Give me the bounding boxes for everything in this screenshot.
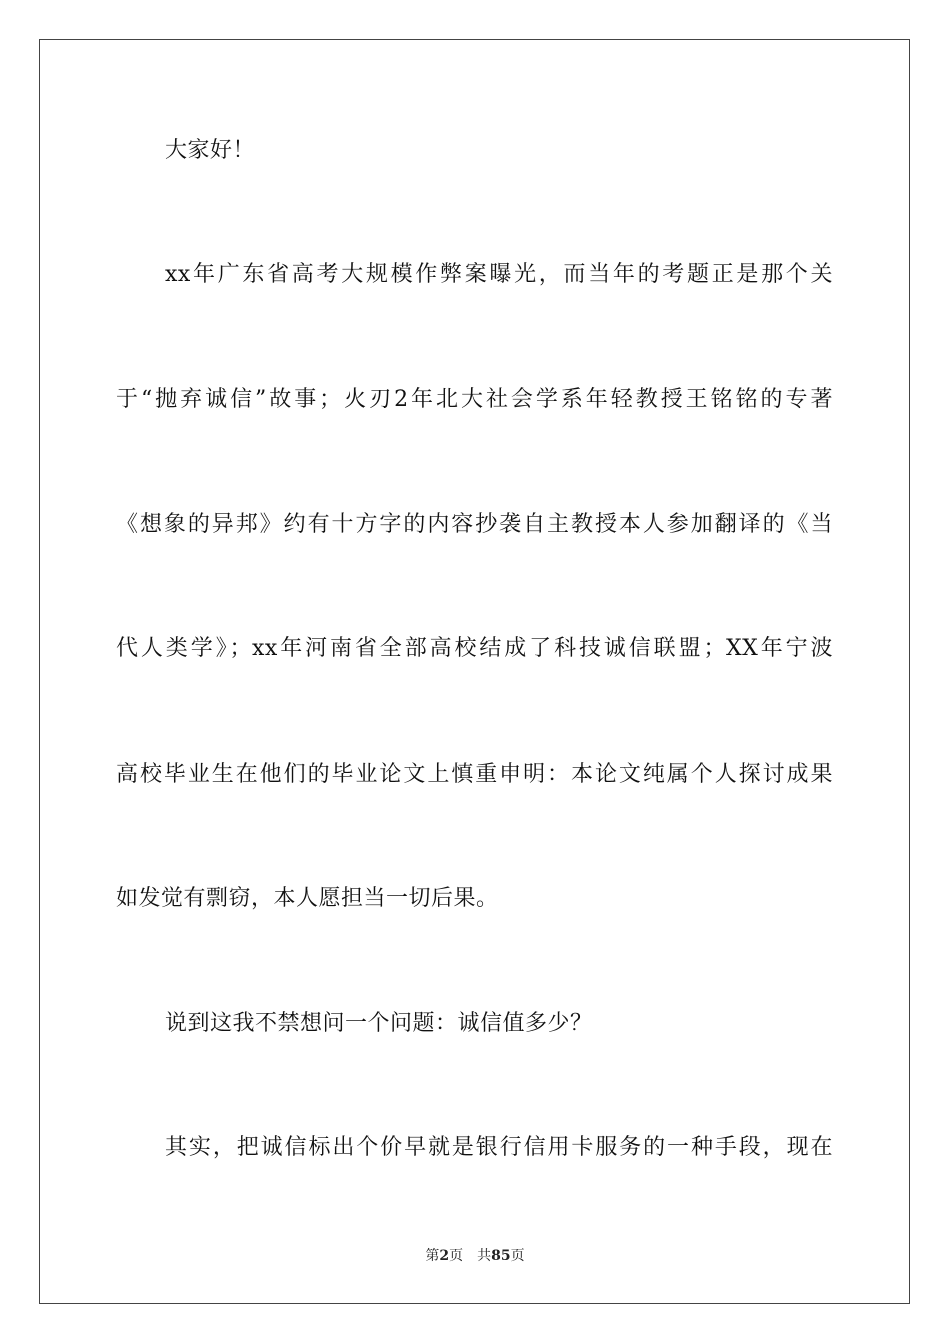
total-suffix: 页 bbox=[510, 1248, 525, 1264]
page-footer bbox=[0, 1247, 950, 1265]
page-number: 2 bbox=[439, 1248, 450, 1264]
text-line-9: 其实，把诚信标出个价早就是银行信用卡服务的一种手段，现在 bbox=[165, 1135, 833, 1160]
total-prefix: 共 bbox=[477, 1248, 492, 1264]
page-border bbox=[39, 39, 910, 1304]
text-line-3: 于“抛弃诚信”故事；火刃2年北大社会学系年轻教授王铭铭的专著 bbox=[116, 387, 833, 412]
text-line-greeting: 大家好！ bbox=[165, 138, 256, 163]
text-line-6: 高校毕业生在他们的毕业论文上慎重申明：本论文纯属个人探讨成果 bbox=[116, 762, 833, 787]
page-prefix: 第 bbox=[425, 1248, 440, 1264]
text-line-4: 《想象的异邦》约有十方字的内容抄袭自主教授本人参加翻译的《当 bbox=[116, 512, 833, 537]
page-suffix: 页 bbox=[449, 1248, 464, 1264]
text-line-2: xx年广东省高考大规模作弊案曝光，而当年的考题正是那个关 bbox=[165, 262, 833, 287]
text-line-7: 如发觉有剽窃，本人愿担当一切后果。 bbox=[116, 886, 499, 911]
text-line-5: 代人类学》；xx年河南省全部高校结成了科技诚信联盟；XX年宁波 bbox=[116, 636, 833, 661]
total-pages: 85 bbox=[491, 1248, 511, 1264]
text-line-8: 说到这我不禁想问一个问题：诚信值多少？ bbox=[165, 1011, 593, 1036]
